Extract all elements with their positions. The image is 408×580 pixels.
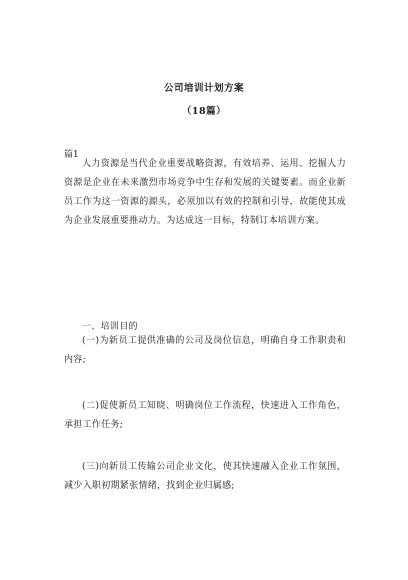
intro-paragraph: 人力资源是当代企业重要战略资源，有效培养、运用、挖掘人力资源是企业在未来激烈市场竞争中生存和发展的关键要素。而企业新员工作为这一资源的源头，必须加以有效的控制和引导，故能使其成为企业发展重要推动力。为达成这一目标，特制订本培训方案。 <box>64 159 346 226</box>
section-heading: 一、培训目的 <box>82 322 138 332</box>
document-subtitle: （18篇） <box>181 106 227 117</box>
document-title: 公司培训计划方案 <box>163 83 244 94</box>
list-item-1: (一)为新员工提供准确的公司及岗位信息，明确自身工作职责和内容; <box>64 336 346 365</box>
list-item-2: (二)促使新员工知晓、明确岗位工作流程，快速进入工作角色，承担工作任务; <box>64 401 346 430</box>
list-item-3: (三)向新员工传输公司企业文化，使其快速融入企业工作氛围，减少入职初期紧张情绪，找到企业归属感; <box>64 462 346 491</box>
chapter-label: 篇1 <box>64 150 79 160</box>
